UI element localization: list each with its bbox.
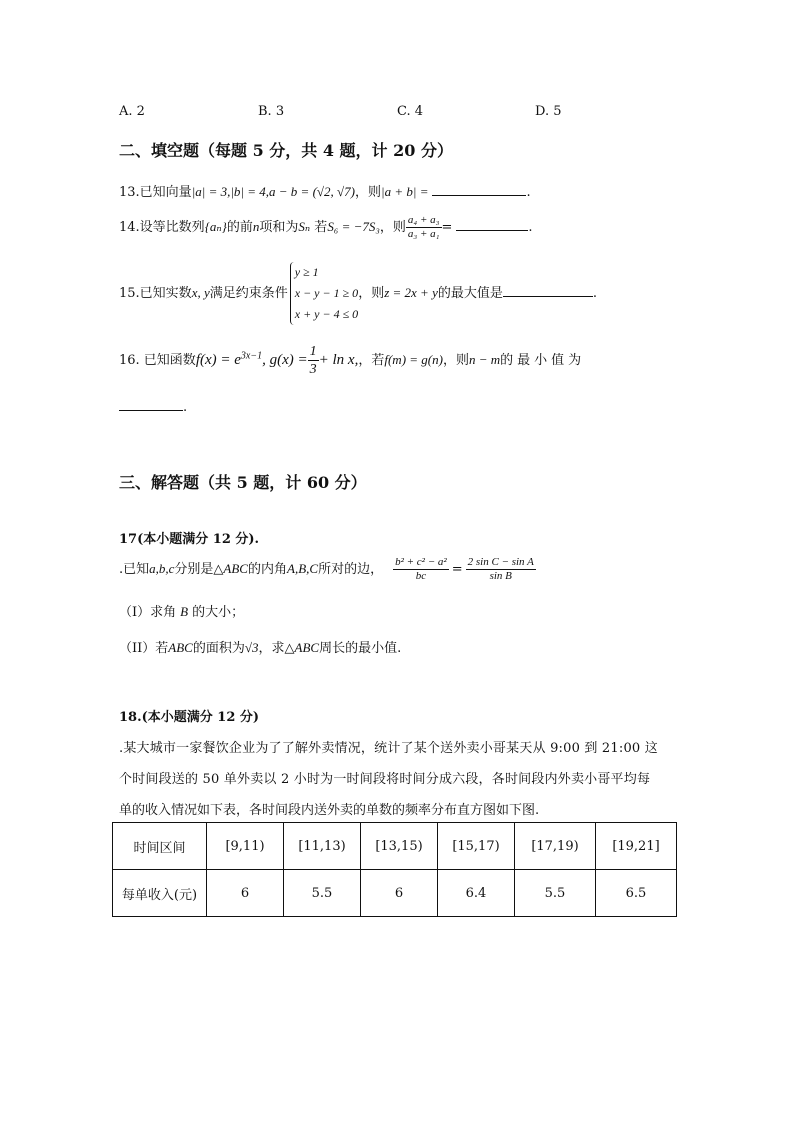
q13-prefix: 13.已知向量 [119, 185, 192, 200]
q13-vec-b: |b| = 4, [230, 184, 270, 199]
question-13 [119, 181, 531, 200]
q17-part2-f: ABC [294, 640, 320, 655]
q16-answer-blank[interactable] [119, 398, 183, 411]
q16-exponent: 3x−1 [240, 350, 263, 362]
q13-vec-a: |a| = 3, [191, 184, 231, 199]
q16-f: f(x) = e [195, 352, 241, 368]
q14-cond: S₆ = −7S₃ [327, 219, 380, 234]
q14-frac-den: a₃ + a₁ [407, 228, 440, 240]
q17-angles: A,B,C [287, 561, 319, 576]
q17-lhs-den: bc [415, 570, 427, 582]
q15-constraint-1: y ≥ 1 [294, 265, 319, 279]
q17-part1-b: B [180, 604, 189, 619]
q15-mid: 满足约束条件 [209, 286, 288, 301]
q14-mid3: 若 [310, 220, 328, 235]
question-14 [119, 214, 533, 241]
q15-objective: z = 2x + y [384, 285, 438, 300]
q17-part2-c: 的面积为 [192, 641, 245, 656]
option-a: A. 2 [119, 104, 145, 119]
table-header-cell: 时间区间 [113, 823, 207, 870]
q17-part-1 [119, 601, 244, 620]
q15-end: . [592, 286, 598, 301]
question-15 [119, 262, 597, 325]
table-cell-income: 6 [361, 870, 438, 917]
q15-vars: x, y [191, 285, 210, 300]
q17-rhs-fraction [466, 556, 536, 583]
q14-eq: = [441, 220, 453, 235]
q14-fraction [406, 214, 442, 241]
q17-stem [119, 556, 536, 583]
table-cell-interval: [19,21] [596, 823, 677, 870]
q18-line-3: 单的收入情况如下表，各时间段内送外卖的单数的频率分布直方图如下图. [119, 803, 540, 818]
q16-frac-num: 1 [309, 344, 317, 359]
q17-eq: = [451, 562, 463, 577]
income-table [112, 822, 677, 917]
q16-frac-den: 3 [309, 362, 317, 377]
q18-header: 18.(本小题满分 12 分) [119, 710, 260, 725]
table-cell-income: 6.5 [596, 870, 677, 917]
option-c: C. 4 [397, 104, 424, 119]
table-cell-interval: [11,13) [284, 823, 361, 870]
table-cell-income: 5.5 [515, 870, 596, 917]
q17-part1-a: （I）求角 [119, 605, 177, 620]
q17-part2-d: √3 [244, 640, 259, 655]
q13-answer-blank[interactable] [432, 183, 526, 196]
q14-n: n [252, 219, 260, 234]
q13-end: . [526, 185, 531, 200]
q15-constraint-3: x + y − 4 ≤ 0 [294, 307, 359, 321]
table-cell-interval: [13,15) [361, 823, 438, 870]
table-cell-interval: [9,11) [207, 823, 284, 870]
q17-lhs-num: b² + c² − a² [395, 556, 447, 568]
q14-mid2: 项和为 [259, 220, 299, 235]
option-d: D. 5 [535, 104, 562, 119]
option-b: B. 3 [258, 104, 285, 119]
q14-end: . [528, 220, 533, 235]
q16-mid: ，若 [358, 353, 385, 368]
q17-stem-d: 所对的边， [318, 562, 384, 577]
q13-diff: a − b = (√2, √7) [269, 184, 356, 199]
table-cell-income: 6.4 [438, 870, 515, 917]
q16-answer-line [119, 398, 187, 415]
q16-fraction [308, 343, 319, 378]
q15-tail: 的最大值是 [437, 286, 503, 301]
q17-part2-e: ，求△ [258, 641, 295, 656]
q16-end: . [183, 400, 188, 415]
q16-g-post: + ln x, [318, 352, 359, 368]
q17-lhs-fraction [393, 556, 449, 583]
table-cell-income: 5.5 [284, 870, 361, 917]
q14-sn: Sₙ [298, 219, 311, 234]
q16-mid2: ，则 [442, 353, 469, 368]
q17-part1-c: 的大小； [192, 605, 245, 620]
q16-cond: f(m) = g(n) [384, 352, 443, 367]
q18-line-1: .某大城市一家餐饮企业为了了解外卖情况，统计了某个送外卖小哥某天从 9:00 到 21:00 这 [119, 741, 658, 756]
table-cell-income: 6 [207, 870, 284, 917]
q13-sum: |a + b| = [381, 184, 429, 199]
q15-constraint-2: x − y − 1 ≥ 0 [294, 286, 359, 300]
section-3-title: 三、解答题（共 5 题，计 60 分） [119, 473, 367, 492]
q16-g-pre: , g(x) = [262, 352, 308, 368]
q13-mid: ，则 [355, 185, 382, 200]
q17-tri: ABC [223, 561, 248, 576]
section-2-title: 二、填空题（每题 5 分，共 4 题，计 20 分） [119, 141, 453, 160]
q14-answer-blank[interactable] [456, 218, 528, 231]
q17-stem-c: 的内角 [247, 562, 287, 577]
q17-stem-b: 分别是△ [174, 562, 224, 577]
q17-abc: a,b,c [149, 561, 175, 576]
q17-part2-b: ABC [168, 640, 193, 655]
q16-tail: 的最小值为 [500, 353, 586, 368]
q17-part2-g: 周长的最小值. [319, 641, 402, 656]
q15-answer-blank[interactable] [503, 284, 593, 297]
q17-part2-a: （II）若 [119, 641, 169, 656]
q15-mid2: ，则 [358, 286, 385, 301]
q15-prefix: 15.已知实数 [119, 286, 192, 301]
q17-header: 17(本小题满分 12 分). [119, 532, 260, 547]
table-cell-interval: [15,17) [438, 823, 515, 870]
q16-prefix: 16. 已知函数 [119, 353, 196, 368]
q18-line-2: 个时间段送的 50 单外卖以 2 小时为一时间段将时间分成六段，各时间段内外卖小哥平均每 [119, 772, 651, 787]
q17-stem-a: .已知 [119, 562, 150, 577]
table-row-income [113, 870, 677, 917]
q17-part-2 [119, 637, 401, 656]
question-16 [119, 343, 585, 378]
q16-target: n − m [468, 352, 501, 367]
q14-mid1: 的前 [226, 220, 253, 235]
q17-rhs-den: sin B [489, 570, 512, 582]
q14-frac-num: a₄ + a₃ [407, 214, 440, 226]
q14-mid4: ，则 [379, 220, 406, 235]
q15-constraint-system [290, 262, 358, 325]
q14-prefix: 14.设等比数列 [119, 220, 205, 235]
table-row-intervals [113, 823, 677, 870]
table-header-cell: 每单收入(元) [113, 870, 207, 917]
q17-rhs-num: 2 sin C − sin A [467, 556, 534, 568]
q14-seq: {aₙ} [204, 219, 227, 234]
table-cell-interval: [17,19) [515, 823, 596, 870]
